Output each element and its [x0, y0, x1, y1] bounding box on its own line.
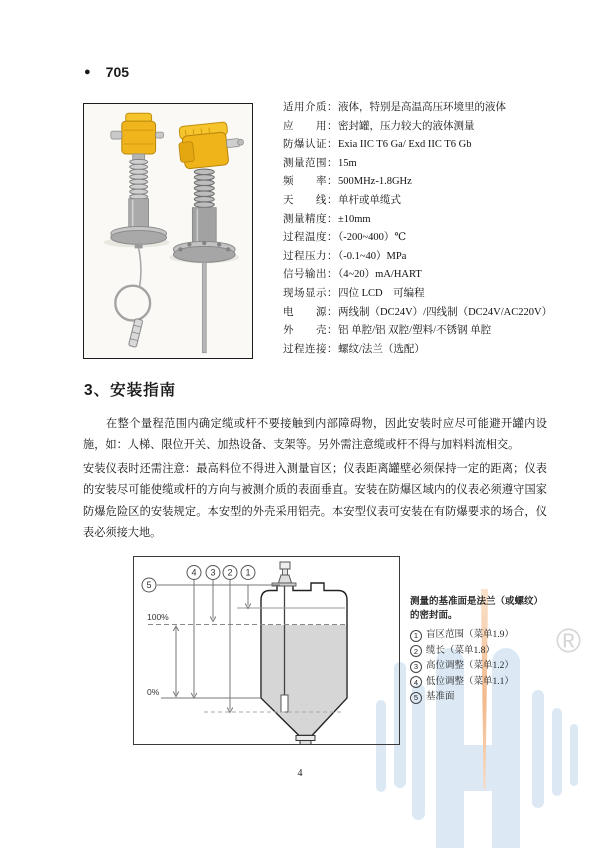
- spec-value: 液体，特别是高温高压环境里的液体: [338, 102, 506, 113]
- label-0-percent: 0%: [147, 687, 160, 697]
- circled-number: 4: [410, 676, 422, 688]
- spec-row: [283, 285, 583, 304]
- spec-label: 天 线：: [283, 194, 338, 206]
- spec-value: （4~20）mA/HART: [338, 269, 422, 281]
- spec-label: 频 率：: [283, 176, 338, 188]
- spec-row: [283, 211, 583, 230]
- spec-row: [283, 322, 583, 341]
- spec-value: 两线制（DC24V）/四线制（DC24V/AC220V）: [338, 306, 553, 318]
- label-100-percent: 100%: [147, 612, 169, 622]
- spec-value: 500MHz-1.8GHz: [338, 176, 412, 188]
- tank-outlet-flange: [296, 736, 315, 741]
- spec-value: 单杆或单缆式: [338, 194, 401, 206]
- spec-label: 防爆认证：: [283, 139, 338, 151]
- spec-value: 螺纹/法兰（选配）: [338, 343, 425, 355]
- installation-paragraph-2: 安装仪表时还需注意：最高料位不得进入测量盲区；仪表距离罐壁必须保持一定的距离；仪表的安装尽可能使缆或杆的方向与被测介质的表面垂直。安装在防爆区域内的仪表必须遵守国家防爆危险区的安装规定。本安型的外壳采用铝壳。本安型仪表可安装在有防爆要求的场合，仪表必须接大地。: [83, 463, 547, 540]
- spec-row: [283, 266, 583, 285]
- spec-value: 密封罐，压力较大的液体测量: [338, 120, 475, 132]
- product-photo: [83, 103, 253, 359]
- level-sensor-photo-illustration: [84, 104, 252, 358]
- bullet-icon: ●: [84, 65, 91, 78]
- svg-text:4: 4: [191, 567, 197, 578]
- spec-label: 过程连接：: [283, 343, 338, 355]
- spec-value: 15m: [338, 157, 357, 169]
- spec-list: [283, 99, 583, 359]
- circled-number: 5: [410, 692, 422, 704]
- spec-row: [283, 304, 583, 323]
- watermark-bar: [552, 708, 562, 796]
- spec-value: （-0.1~40）MPa: [338, 250, 407, 262]
- annotation-item: [410, 628, 550, 644]
- dimension-arrows: [173, 580, 251, 713]
- svg-text:5: 5: [146, 580, 152, 590]
- spec-row: [283, 136, 583, 155]
- section-title: 3、安装指南: [84, 382, 177, 399]
- svg-text:1: 1: [245, 567, 251, 578]
- spec-value: 铝 单腔/铝 双腔/塑料/不锈钢 单腔: [338, 325, 492, 337]
- spec-value: （-200~400）℃: [338, 232, 407, 244]
- svg-text:3: 3: [210, 567, 216, 578]
- circled-number: 3: [410, 661, 422, 673]
- spec-label: 现场显示：: [283, 287, 338, 299]
- annotation-item: [410, 675, 550, 691]
- watermark-bar: [532, 690, 544, 808]
- spec-label: 过程温度：: [283, 232, 338, 244]
- probe-weight: [281, 695, 288, 712]
- installation-paragraph-1: 在整个量程范围内确定缆或杆不要接触到内部障碍物，因此安装时应尽可能避开罐内设施，如：人梯、限位开关、加热设备、支架等。另外需注意缆或杆不得与加料料流相交。: [83, 418, 547, 452]
- sensor-on-tank: [272, 562, 296, 586]
- spec-row: [283, 155, 583, 174]
- spec-row: [283, 192, 583, 211]
- tank-diagram-svg: [134, 557, 399, 744]
- annotation-text: 基准面: [426, 692, 455, 702]
- page-number: 4: [297, 768, 303, 779]
- model-heading: [84, 64, 129, 80]
- installation-diagram: [133, 556, 400, 745]
- spec-row: [283, 118, 583, 137]
- circled-number: 2: [410, 645, 422, 657]
- circled-number: 1: [410, 630, 422, 642]
- spec-label: 应 用：: [283, 120, 338, 132]
- spec-row: [283, 248, 583, 267]
- annotation-text: 缆长（菜单1.8）: [426, 645, 495, 656]
- annotation-item: [410, 690, 550, 706]
- annotation-intro: 测量的基准面是法兰（或螺纹）的密封面。: [410, 597, 544, 621]
- annotation-text: 盲区范围（菜单1.9）: [426, 630, 514, 640]
- spec-label: 适用介质：: [283, 102, 338, 113]
- spec-row: [283, 173, 583, 192]
- spec-label: 过程压力：: [283, 250, 338, 262]
- registered-mark-watermark: ®: [556, 622, 582, 660]
- annotation-item: [410, 659, 550, 675]
- spec-row: [283, 229, 583, 248]
- spec-value: Exia IIC T6 Ga/ Exd IIC T6 Gb: [338, 139, 472, 151]
- diagram-annotation: [410, 596, 550, 706]
- spec-row: [283, 341, 583, 360]
- liquid-fill: [262, 625, 346, 735]
- tank-outlet-nub: [300, 741, 311, 745]
- annotation-text: 高位调整（菜单1.2）: [426, 661, 514, 671]
- svg-text:2: 2: [227, 567, 233, 578]
- spec-label: 外 壳：: [283, 325, 338, 337]
- spec-value: ±10mm: [338, 213, 371, 225]
- annotation-item: [410, 644, 550, 660]
- model-number: 705: [105, 64, 130, 80]
- spec-label: 测量精度：: [283, 213, 338, 225]
- spec-label: 信号输出：: [283, 269, 338, 281]
- spec-label: 电 源：: [283, 306, 338, 318]
- annotation-text: 低位调整（菜单1.1）: [426, 676, 514, 687]
- spec-row: [283, 99, 583, 118]
- diagram-callouts: [142, 566, 255, 593]
- spec-value: 四位 LCD 可编程: [338, 287, 425, 299]
- spec-label: 测量范围：: [283, 157, 338, 169]
